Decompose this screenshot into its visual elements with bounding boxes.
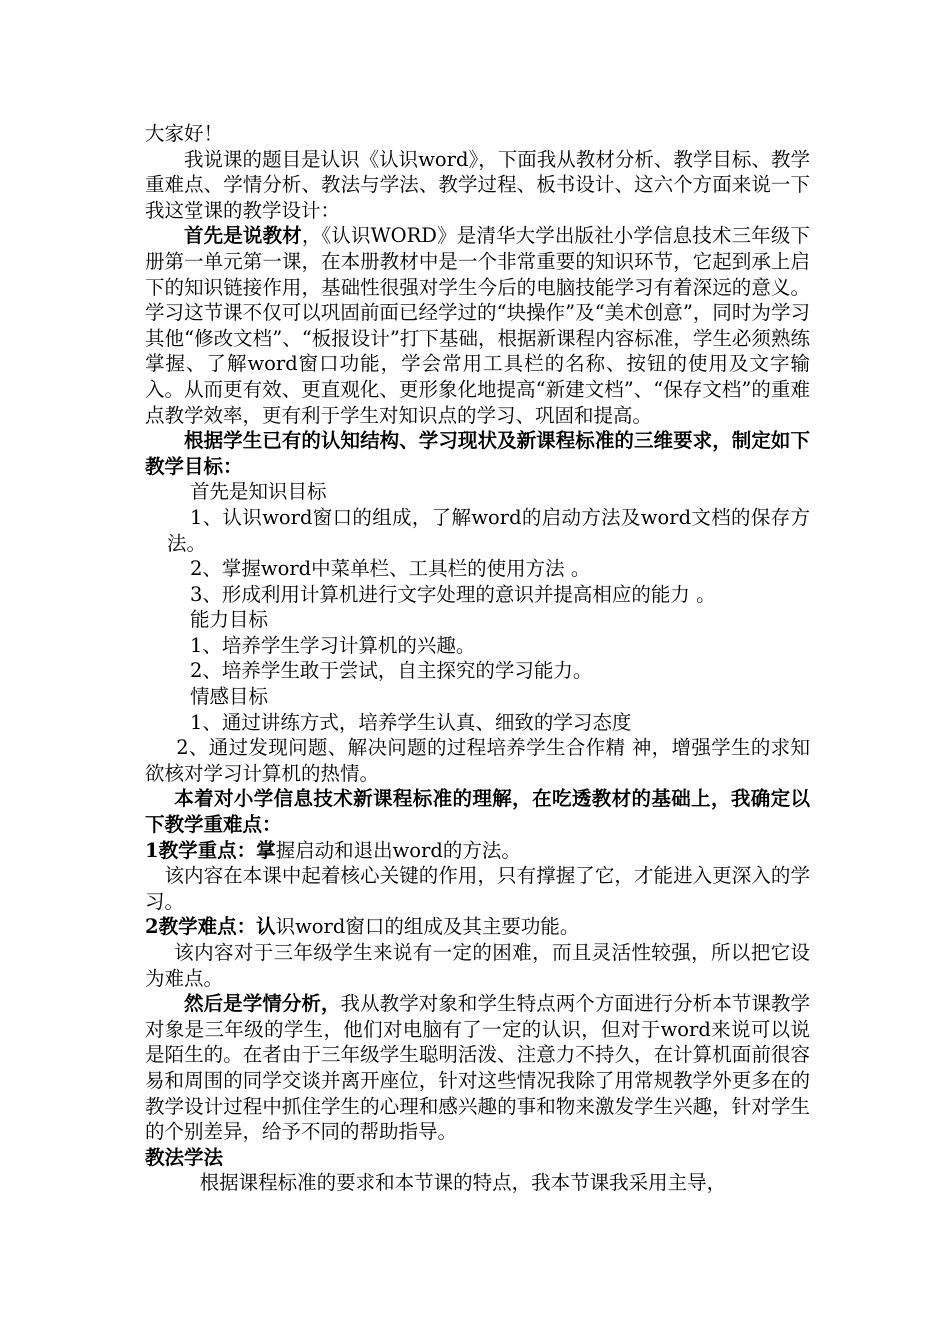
emotion-goal-2: 2、通过发现问题、解决问题的过程培养学生合作精 神，增强学生的求知欲核对学习计算机的热情。: [145, 736, 810, 785]
ability-goal-1: 1、培养学生学习计算机的兴趣。: [190, 633, 476, 657]
document-body: [145, 121, 810, 1196]
knowledge-goal-title: 首先是知识目标: [190, 480, 327, 504]
ability-goal-title: 能力目标: [190, 608, 269, 632]
methods-paragraph: 根据课程标准的要求和本节课的特点，我本节课我采用主导，: [199, 1171, 727, 1195]
difficulty-point: [145, 914, 810, 940]
methods-heading: 教法学法: [145, 1145, 224, 1169]
textbook-heading: 首先是说教材: [184, 224, 302, 248]
emotion-goal-1: 1、通过讲练方式，培养学生认真、细致的学习态度: [190, 710, 632, 734]
ability-goal-2: 2、培养学生敢于尝试，自主探究的学习能力。: [190, 659, 593, 683]
student-analysis-heading: 然后是学情分析，: [184, 992, 341, 1016]
key-points-heading: 本着对小学信息技术新课程标准的理解，在吃透教材的基础上，我确定以下教学重难点：: [145, 787, 810, 837]
difficulty-point-text: 识word窗口的组成及其主要功能。: [275, 915, 580, 939]
student-analysis-text: 我从教学对象和学生特点两个方面进行分析本节课教学对象是三年级的学生，他们对电脑有了一定的认识，但对于word来说可以说是陌生的。在者由于三年级学生聪明活泼、注意力不持久，在计算机面前很容易和周围的同学交谈并离开座位，针对这些情况我除了用常规教学外更多在的教学设计过程中抓住学生的心理和感兴趣的事和物来激发学生兴趣，针对学生的个别差异，给予不同的帮助指导。: [145, 992, 810, 1144]
difficulty-point-label: 2教学难点：认: [145, 915, 276, 939]
greeting: 大家好！: [145, 122, 224, 145]
knowledge-goal-3: 3、形成利用计算机进行文字处理的意识并提高相应的能力 。: [190, 582, 716, 606]
knowledge-goal-1: 1、认识word窗口的组成，了解word的启动方法及word文档的保存方法。: [167, 505, 810, 555]
key-point-text: 握启动和退出word的方法。: [275, 838, 521, 862]
key-point: [145, 838, 810, 864]
emotion-goal-title: 情感目标: [190, 685, 269, 709]
objectives-heading: 根据学生已有的认知结构、学习现状及新课程标准的三维要求，制定如下教学目标：: [145, 429, 810, 478]
knowledge-goal-2: 2、掌握word中菜单栏、工具栏的使用方法 。: [190, 557, 591, 581]
intro-paragraph: 我说课的题目是认识《认识word》，下面我从教材分析、教学目标、教学重难点、学情分析、教法与学法、教学过程、板书设计、这六个方面来说一下我这堂课的教学设计：: [145, 147, 810, 222]
difficulty-point-explanation: 该内容对于三年级学生来说有一定的困难，而且灵活性较强，所以把它设为难点。: [145, 941, 810, 990]
textbook-paragraph: [145, 223, 810, 428]
key-point-explanation: 该内容在本课中起着核心关键的作用，只有撑握了它，才能进入更深入的学习。: [145, 864, 810, 913]
key-point-label: 1教学重点：掌: [145, 838, 276, 862]
textbook-text: ，《认识WORD》是清华大学出版社小学信息技术三年级下册第一单元第一课，在本册教材中是一个非常重要的知识环节，它起到承上启下的知识链接作用，基础性很强对学生今后的电脑技能学习有着深远的意义。学习这节课不仅可以巩固前面已经学过的“块操作”及“美术创意”，同时为学习其他“修改文档”、“板报设计”打下基础，根据新课程内容标准，学生必须熟练掌握、了解word窗口功能，学会常用工具栏的名称、按钮的使用及文字输入。从而更有效、更直观化、更形象化地提高“新建文档”、“保存文档”的重难点教学效率，更有利于学生对知识点的学习、巩固和提高。: [145, 224, 810, 427]
student-analysis-paragraph: [145, 991, 810, 1145]
